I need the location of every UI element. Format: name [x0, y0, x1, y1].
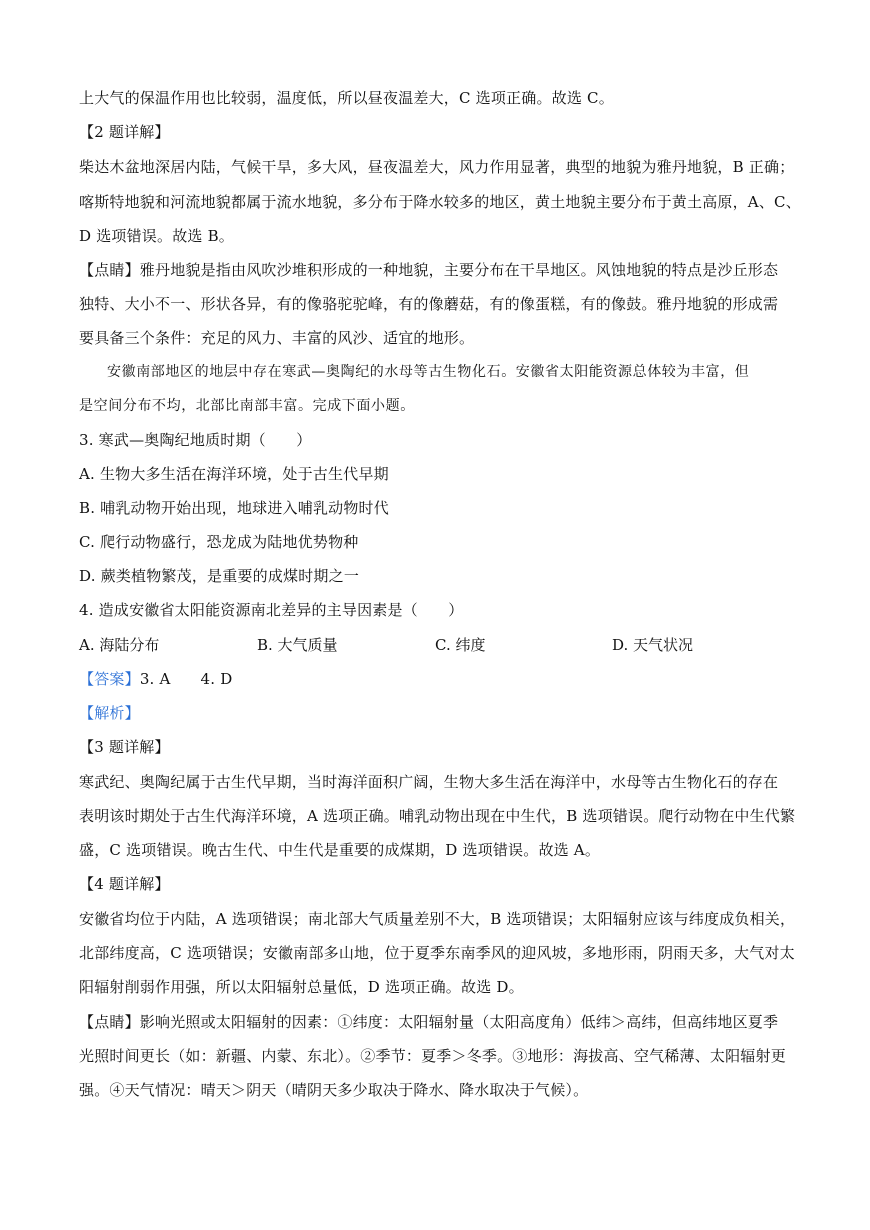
- option-4d: D. 天气状况: [612, 636, 694, 654]
- text-line: 北部纬度高，C 选项错误；安徽南部多山地，位于夏季东南季风的迎风坡，多地形雨，阴雨天多，大气对太: [79, 944, 795, 962]
- section-heading: 【4 题详解】: [79, 875, 170, 893]
- answer-4: 4. D: [200, 670, 233, 688]
- answer-3: 3. A: [139, 670, 171, 688]
- option-3d: D. 蕨类植物繁茂，是重要的成煤时期之一: [79, 567, 360, 585]
- text-line: 柴达木盆地深居内陆，气候干旱，多大风，昼夜温差大，风力作用显著，典型的地貌为雅丹地貌，B 正确；: [79, 158, 795, 176]
- section-heading: 【3 题详解】: [79, 738, 170, 756]
- text-line: 要具备三个条件：充足的风力、丰富的风沙、适宜的地形。: [79, 329, 475, 347]
- text-line: 表明该时期处于古生代海洋环境，A 选项正确。哺乳动物出现在中生代，B 选项错误。爬行动物在中生代繁: [79, 807, 796, 825]
- text-line: 强。④天气情况：晴天＞阴天（晴阴天多少取决于降水、降水取决于气候）。: [79, 1081, 589, 1099]
- question-4: 4. 造成安徽省太阳能资源南北差异的主导因素是（ ）: [79, 601, 464, 619]
- text-line: 阳辐射削弱作用强，所以太阳辐射总量低，D 选项正确。故选 D。: [79, 978, 524, 996]
- option-4b: B. 大气质量: [257, 636, 338, 654]
- analysis-label: 【解析】: [79, 704, 140, 722]
- option-3b: B. 哺乳动物开始出现，地球进入哺乳动物时代: [79, 499, 389, 517]
- section-heading: 【2 题详解】: [79, 123, 170, 141]
- text-line: 独特、大小不一、形状各异，有的像骆驼驼峰，有的像蘑菇，有的像蛋糕，有的像鼓。雅丹地貌的形成需: [79, 295, 779, 313]
- answer-label: 【答案】: [79, 670, 140, 688]
- text-line: 喀斯特地貌和河流地貌都属于流水地貌，多分布于降水较多的地区，黄土地貌主要分布于黄土高原，A、C、: [79, 193, 801, 211]
- text-line: 【点睛】影响光照或太阳辐射的因素：①纬度：太阳辐射量（太阳高度角）低纬＞高纬，但高纬地区夏季: [79, 1013, 779, 1031]
- text-line: 盛，C 选项错误。晚古生代、中生代是重要的成煤期，D 选项错误。故选 A。: [79, 841, 601, 859]
- option-4c: C. 纬度: [435, 636, 486, 654]
- option-3a: A. 生物大多生活在海洋环境，处于古生代早期: [79, 465, 389, 483]
- question-3: 3. 寒武—奥陶纪地质时期（ ）: [79, 431, 312, 449]
- text-line: 上大气的保温作用也比较弱，温度低，所以昼夜温差大，C 选项正确。故选 C。: [79, 89, 614, 107]
- text-line: 【点睛】雅丹地貌是指由风吹沙堆积形成的一种地貌，主要分布在干旱地区。风蚀地貌的特点是沙丘形态: [79, 261, 779, 279]
- text-line: 光照时间更长（如：新疆、内蒙、东北）。②季节：夏季＞冬季。③地形：海拔高、空气稀薄、太阳辐射更: [79, 1047, 786, 1065]
- text-line: D 选项错误。故选 B。: [79, 227, 234, 245]
- option-3c: C. 爬行动物盛行，恐龙成为陆地优势物种: [79, 533, 359, 551]
- text-line: 寒武纪、奥陶纪属于古生代早期，当时海洋面积广阔，生物大多生活在海洋中，水母等古生物化石的存在: [79, 773, 779, 791]
- text-line: 安徽省均位于内陆，A 选项错误；南北部大气质量差别不大，B 选项错误；太阳辐射应该与纬度成负相关，: [79, 910, 796, 928]
- answer-line: [79, 669, 794, 689]
- option-4a: A. 海陆分布: [79, 636, 160, 654]
- passage-line: 安徽南部地区的地层中存在寒武—奥陶纪的水母等古生物化石。安徽省太阳能资源总体较为丰富，但: [107, 364, 750, 380]
- passage-line: 是空间分布不均，北部比南部丰富。完成下面小题。: [79, 398, 415, 414]
